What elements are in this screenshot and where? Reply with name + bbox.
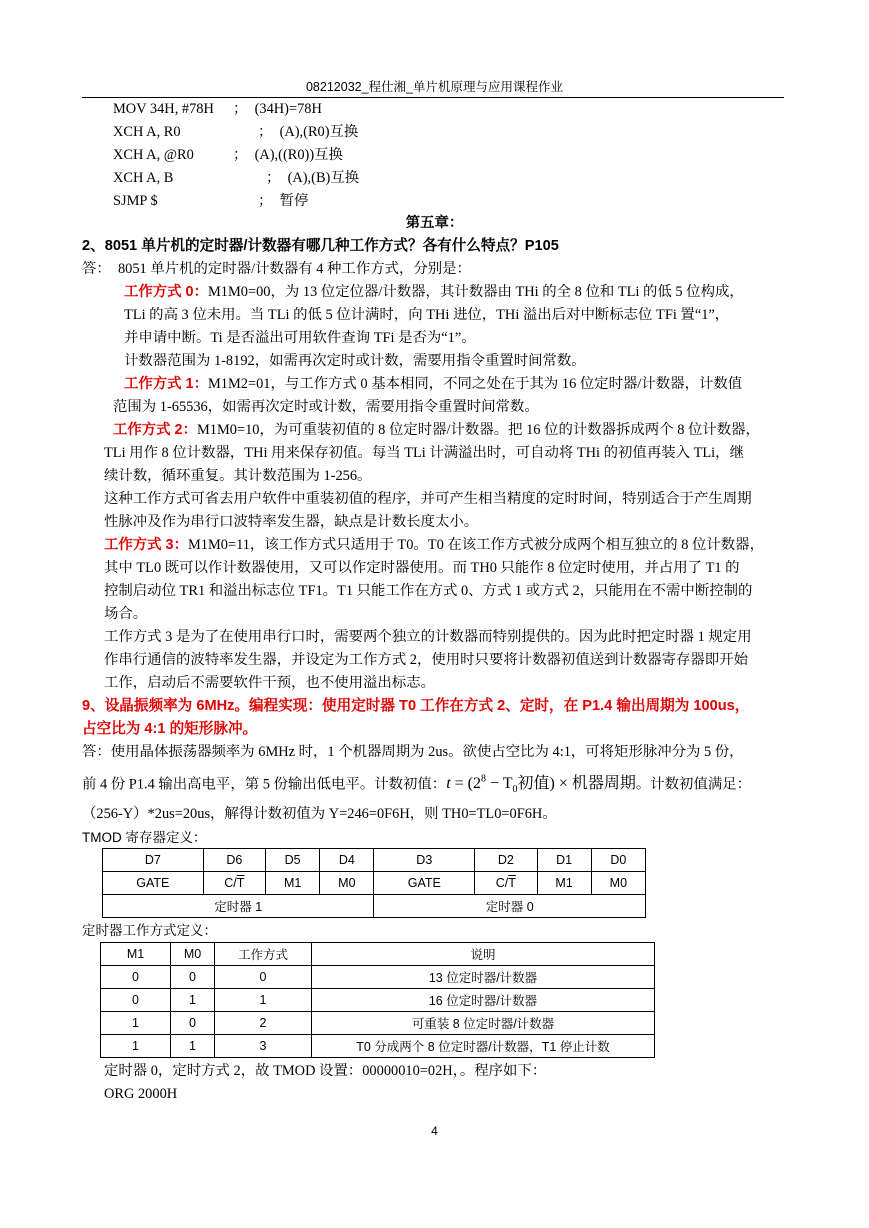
question-2: 2、8051 单片机的定时器/计数器有哪几种工作方式？各有什么特点？P105 bbox=[82, 238, 559, 254]
code-line: XCH A, @R0 bbox=[113, 147, 194, 163]
table-row bbox=[101, 989, 655, 1012]
mode2-line2: TLi 用作 8 位计数器，THi 用来保存初值。每当 TLi 计满溢出时，可自动将 THi 的初值再装入 TLi，继 bbox=[104, 445, 744, 461]
tmod-setting: 定时器 0，定时方式 2，故 TMOD 设置：00000010=02H，。程序如下： bbox=[104, 1063, 547, 1079]
code-line: SJMP $ bbox=[113, 193, 158, 209]
table-row bbox=[103, 895, 646, 918]
table-cell: 13 位定时器/计数器 bbox=[312, 966, 655, 989]
mode2-line1: 工作方式 2：M1M0=10，为可重装初值的 8 位定时器/计数器。把 16 位的计数器拆成两个 8 位计数器， bbox=[113, 422, 760, 438]
table-cell: D4 bbox=[320, 849, 374, 872]
table-header-cell: 说明 bbox=[312, 943, 655, 966]
code-line: MOV 34H, #78H bbox=[113, 101, 214, 117]
table-cell: 1 bbox=[215, 989, 312, 1012]
table-cell: D7 bbox=[103, 849, 204, 872]
table-row bbox=[101, 943, 655, 966]
mode0-line4: 计数器范围为 1-8192，如需再次定时或计数，需要用指令重置时间常数。 bbox=[124, 353, 586, 369]
count-formula: $t = (2^8 - T_0$初值) × 机器周期 bbox=[446, 774, 636, 796]
table-cell: 定时器 1 bbox=[103, 895, 374, 918]
mode3-line6: 作串行通信的波特率发生器，并设定为工作方式 2，使用时只要将计数器初值送到计数器寄存器即开始 bbox=[104, 652, 748, 668]
table-header-cell: M0 bbox=[171, 943, 215, 966]
page-header-title: 08212032_程仕湘_单片机原理与应用课程作业 bbox=[305, 80, 564, 94]
mode-definition-table bbox=[100, 942, 655, 1058]
mode3-line3: 控制启动位 TR1 和溢出标志位 TF1。T1 只能工作在方式 0、方式 1 或方式 2，只能用在不需中断控制的 bbox=[104, 583, 753, 599]
mode3-line2: 其中 TL0 既可以作计数器使用，又可以作定时器使用。而 TH0 只能作 8 位定时使用，并占用了 T1 的 bbox=[104, 560, 740, 576]
table-cell: D3 bbox=[374, 849, 475, 872]
code-line: XCH A, R0 bbox=[113, 124, 181, 140]
table-cell: M0 bbox=[591, 872, 645, 895]
page-number: 4 bbox=[431, 1124, 438, 1138]
table-cell: 可重装 8 位定时器/计数器 bbox=[312, 1012, 655, 1035]
code-comment: ； (A),((R0))互换 bbox=[233, 147, 343, 163]
mode0-label: 工作方式 0： bbox=[124, 284, 208, 300]
table-cell: 1 bbox=[101, 1012, 171, 1035]
tmod-label: TMOD 寄存器定义： bbox=[82, 830, 207, 845]
question-9-line1: 9、设晶振频率为 6MHz。编程实现：使用定时器 T0 工作在方式 2、定时，在 P1.4 输出周期为 100us， bbox=[82, 698, 750, 714]
table-cell: 16 位定时器/计数器 bbox=[312, 989, 655, 1012]
table-cell: 1 bbox=[171, 1035, 215, 1058]
table-cell: GATE bbox=[103, 872, 204, 895]
table-cell: D5 bbox=[266, 849, 320, 872]
table-row bbox=[101, 1012, 655, 1035]
answer-9-line1: 答：使用晶体振荡器频率为 6MHz 时，1 个机器周期为 2us。欲使占空比为 4:1，可将矩形脉冲分为 5 份， bbox=[82, 744, 744, 760]
mode2-line5: 性脉冲及作为串行口波特率发生器，缺点是计数长度太小。 bbox=[104, 514, 479, 530]
table-cell: T0 分成两个 8 位定时器/计数器，T1 停止计数 bbox=[312, 1035, 655, 1058]
code-line: XCH A, B bbox=[113, 170, 174, 186]
table-cell: 0 bbox=[215, 966, 312, 989]
table-cell: 0 bbox=[171, 966, 215, 989]
table-cell: D2 bbox=[475, 849, 537, 872]
mode3-label: 工作方式 3： bbox=[104, 537, 188, 553]
table-cell: M1 bbox=[266, 872, 320, 895]
mode-table-label: 定时器工作方式定义： bbox=[82, 923, 217, 938]
mode0-line2: TLi 的高 3 位未用。当 TLi 的低 5 位计满时，向 THi 进位，THi 溢出后对中断标志位 TFi 置“1”， bbox=[124, 307, 730, 323]
mode3-line7: 工作，启动后不需要软件干预，也不使用溢出标志。 bbox=[104, 675, 435, 691]
table-cell: D1 bbox=[537, 849, 591, 872]
code-comment: ； (A),(R0)互换 bbox=[258, 124, 359, 140]
tmod-register-table bbox=[102, 848, 646, 918]
table-header-cell: 工作方式 bbox=[215, 943, 312, 966]
mode3-line4: 场合。 bbox=[104, 606, 148, 622]
table-cell: 1 bbox=[101, 1035, 171, 1058]
code-comment: ； (A),(B)互换 bbox=[266, 170, 360, 186]
table-cell: 3 bbox=[215, 1035, 312, 1058]
answer-9-line3: （256-Y）*2us=20us，解得计数初值为 Y=246=0F6H，则 TH0=TL0=0F6H。 bbox=[82, 806, 557, 822]
code-comment: ； 暂停 bbox=[258, 193, 309, 209]
table-row bbox=[103, 872, 646, 895]
answer-9-line2: 前 4 份 P1.4 输出高电平，第 5 份输出低电平。计数初值：$t = (2^8 - T_0$初值) × 机器周期。计数初值满足： bbox=[82, 774, 752, 796]
table-cell: 0 bbox=[101, 989, 171, 1012]
table-cell: $C/\overline{T}$ bbox=[475, 872, 537, 895]
table-cell: 定时器 0 bbox=[374, 895, 646, 918]
mode3-line1: 工作方式 3：M1M0=11，该工作方式只适用于 T0。T0 在该工作方式被分成两个相互独立的 8 位计数器， bbox=[104, 537, 764, 553]
table-cell: 0 bbox=[101, 966, 171, 989]
chapter-title: 第五章： bbox=[405, 215, 464, 231]
table-cell: D6 bbox=[203, 849, 265, 872]
mode1-line2: 范围为 1-65536，如需再次定时或计数，需要用指令重置时间常数。 bbox=[113, 399, 539, 415]
mode1-label: 工作方式 1： bbox=[124, 376, 208, 392]
table-cell: M0 bbox=[320, 872, 374, 895]
mode0-line3: 并申请中断。Ti 是否溢出可用软件查询 TFi 是否为“1”。 bbox=[124, 330, 476, 346]
code-comment: ； (34H)=78H bbox=[233, 101, 322, 117]
table-row bbox=[103, 849, 646, 872]
table-cell: 0 bbox=[171, 1012, 215, 1035]
table-cell: GATE bbox=[374, 872, 475, 895]
table-cell: 1 bbox=[171, 989, 215, 1012]
mode0-line1: 工作方式 0：M1M0=00，为 13 位定位器/计数器，其计数器由 THi 的全 8 位和 TLi 的低 5 位构成， bbox=[124, 284, 744, 300]
table-row bbox=[101, 1035, 655, 1058]
org-directive: ORG 2000H bbox=[104, 1086, 178, 1102]
table-row bbox=[101, 966, 655, 989]
table-cell: M1 bbox=[537, 872, 591, 895]
mode2-line4: 这种工作方式可省去用户软件中重装初值的程序，并可产生相当精度的定时时间，特别适合于产生周期 bbox=[104, 491, 752, 507]
mode2-label: 工作方式 2： bbox=[113, 422, 197, 438]
header-rule bbox=[82, 97, 784, 98]
answer-intro: 答： 8051 单片机的定时器/计数器有 4 种工作方式，分别是： bbox=[82, 261, 471, 277]
question-9-line2: 占空比为 4:1 的矩形脉冲。 bbox=[82, 721, 258, 737]
table-cell: D0 bbox=[591, 849, 645, 872]
mode2-line3: 续计数，循环重复。其计数范围为 1-256。 bbox=[104, 468, 372, 484]
table-header-cell: M1 bbox=[101, 943, 171, 966]
table-cell: $C/\overline{T}$ bbox=[203, 872, 265, 895]
mode3-line5: 工作方式 3 是为了在使用串行口时，需要两个独立的计数器而特别提供的。因为此时把定时器 1 规定用 bbox=[104, 629, 752, 645]
mode1-line1: 工作方式 1：M1M2=01，与工作方式 0 基本相同，不同之处在于其为 16 位定时器/计数器，计数值 bbox=[124, 376, 743, 392]
table-cell: 2 bbox=[215, 1012, 312, 1035]
